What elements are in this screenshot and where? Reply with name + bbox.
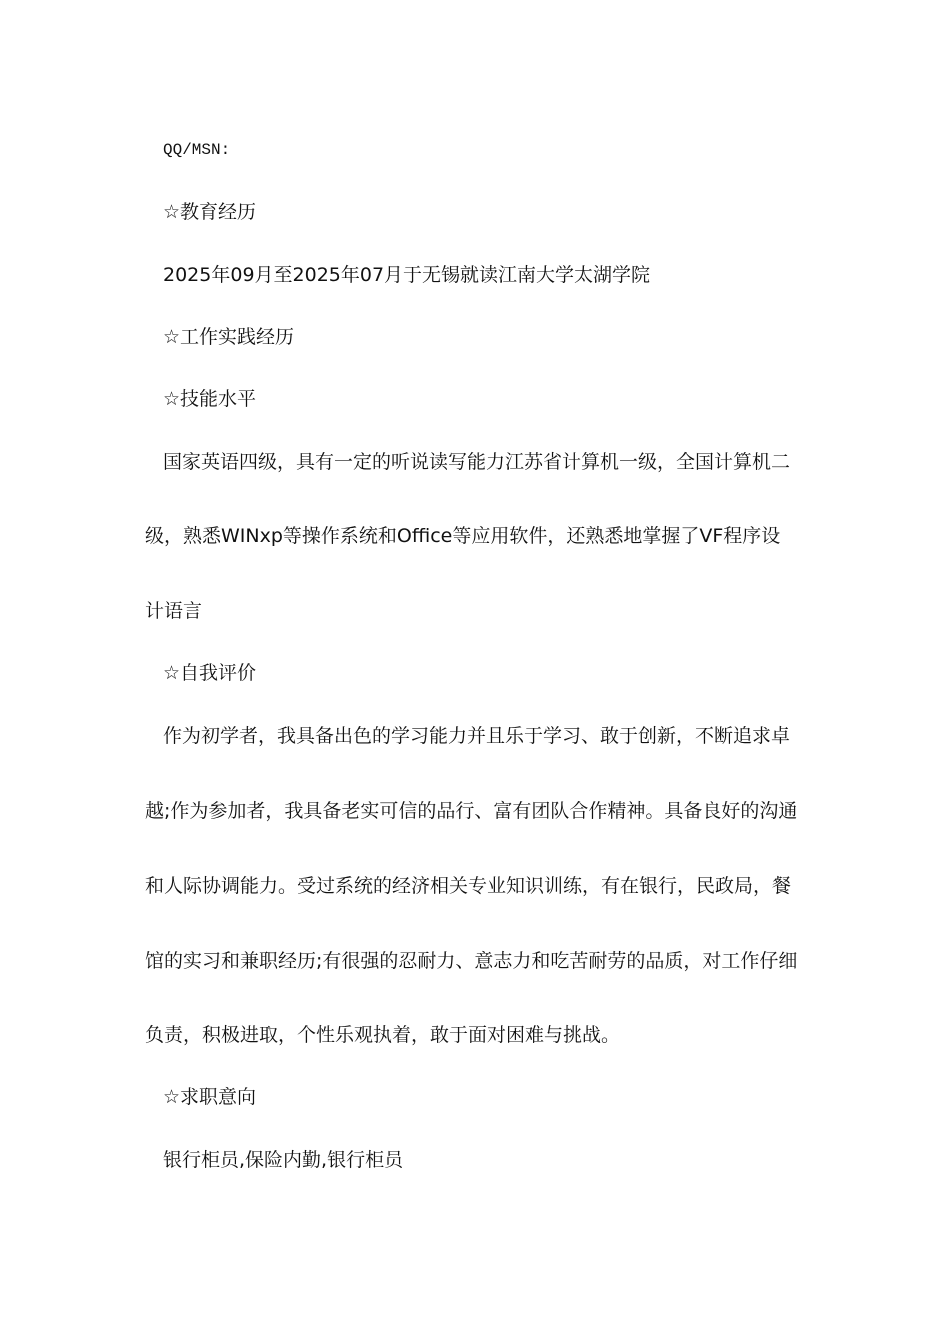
- self-evaluation-line: 馆的实习和兼职经历;有很强的忍耐力、意志力和吃苦耐劳的品质，对工作仔细: [145, 950, 798, 972]
- skills-line: 国家英语四级，具有一定的听说读写能力江苏省计算机一级，全国计算机二: [163, 451, 791, 473]
- skills-line: 计语言: [145, 600, 203, 622]
- education-entry: 2025年09月至2025年07月于无锡就读江南大学太湖学院: [163, 264, 651, 286]
- self-evaluation-line: 作为初学者，我具备出色的学习能力并且乐于学习、敢于创新，不断追求卓: [163, 725, 791, 747]
- self-evaluation-line: 负责，积极进取，个性乐观执着，敢于面对困难与挑战。: [145, 1024, 621, 1046]
- self-evaluation-line: 越;作为参加者，我具备老实可信的品行、富有团队合作精神。具备良好的沟通: [145, 800, 798, 822]
- job-intention-heading: ☆求职意向: [163, 1086, 257, 1108]
- skills-line: 级，熟悉WINxp等操作系统和Office等应用软件，还熟悉地掌握了VF程序设: [145, 525, 781, 547]
- work-practice-heading: ☆工作实践经历: [163, 326, 295, 348]
- self-evaluation-line: 和人际协调能力。受过系统的经济相关专业知识训练，有在银行，民政局，餐: [145, 875, 792, 897]
- self-evaluation-heading: ☆自我评价: [163, 662, 257, 684]
- skills-heading: ☆技能水平: [163, 388, 257, 410]
- qq-msn-label: QQ/MSN:: [163, 141, 231, 159]
- education-heading: ☆教育经历: [163, 201, 257, 223]
- job-intention-entry: 银行柜员,保险内勤,银行柜员: [163, 1149, 404, 1171]
